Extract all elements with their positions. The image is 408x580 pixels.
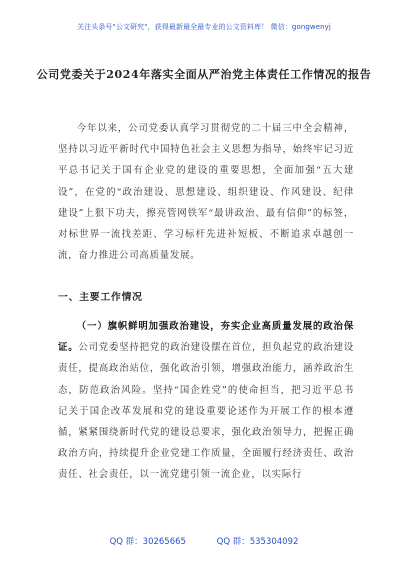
intro-paragraph: 今年以来，公司党委认真学习贯彻党的二十届三中全会精神，坚持以习近平新时代中国特色社会主义思想为指导，始终牢记习近平总书记关于国有企业党的建设的重要思想，全面加强“五大建设”，在党的“政治建设、思想建设、组织建设、作风建设、纪律建设”上狠下功夫，擦亮管网铁军“最讲政治、最有信仰”的标签，对标世界一流找差距、学习标杆先进补短板、不断追求卓越创一流，奋力推进公司高质量发展。 [58,123,354,262]
subsection-paragraph [58,316,354,486]
subsection-lead: （一）旗帜鲜明加强政治建设，夯实企业高质量发展的政治保证。 [58,321,354,354]
footer-qq-group-1: QQ 群：30265665 [109,537,186,547]
section-heading: 一、主要工作情况 [58,292,143,303]
footer-qq-group-2: QQ 群：535304092 [216,537,299,547]
header-notice: 关注头条号"公文研究"，获得最新最全最专业的公文资料库！ 微信：gongwenyj [77,23,331,31]
document-title: 公司党委关于2024年落实全面从严治党主体责任工作情况的报告 [36,68,372,81]
subsection-body: 公司党委坚持把党的政治建设摆在首位，担负起党的政治建设责任，提高政治站位，强化政治引领，增强政治能力，涵养政治生态，防范政治风险。坚持“国企姓党”的使命担当，把习近平总书记关于国企改革发展和党的建设重要论述作为开展工作的根本遵循，紧紧围绕新时代党的建设总要求，强化政治领导力，把握正确政治方向，持续提升企业党建工作质量，全面履行经济责任、政治责任、社会责任，以一流党建引领一流企业，以实际行 [58,342,354,481]
footer [0,535,408,547]
